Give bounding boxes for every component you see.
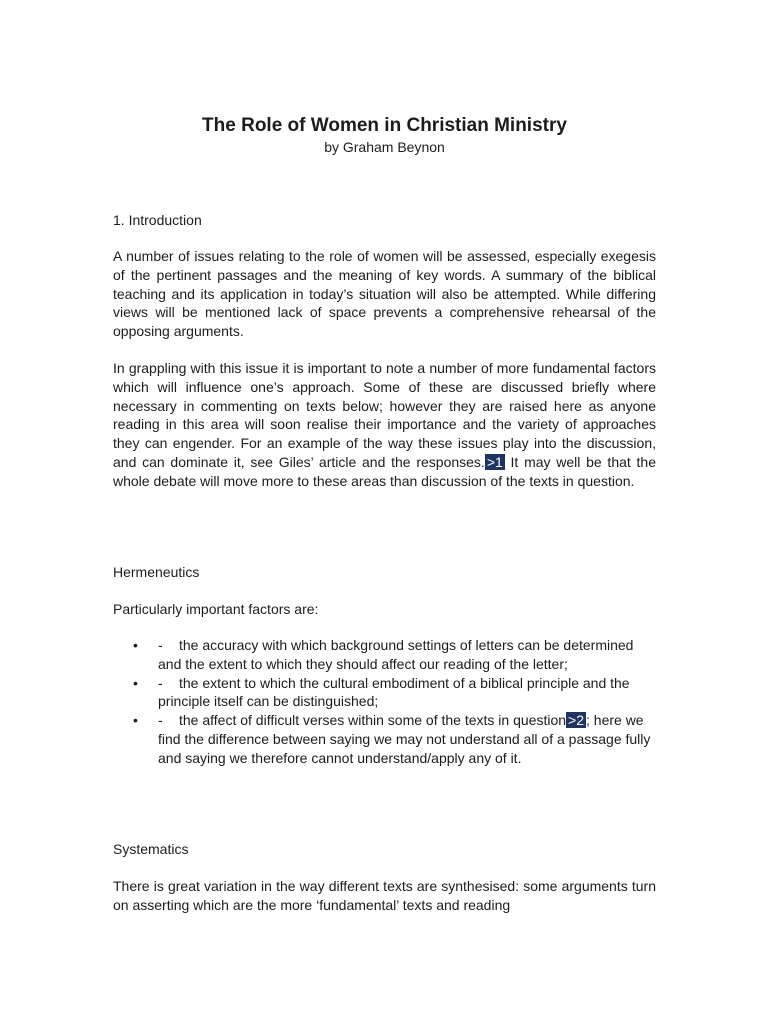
intro-paragraph-1: A number of issues relating to the role of women will be assessed, especially exegesis of the pertinent passages and the meaning of key words. A summary of the biblical teaching and its application in today’s situation will also be attempted. While differing views will be mentioned lack of space prevents a comprehensive rehearsal of the opposing arguments. [113, 248, 656, 340]
hermeneutics-lead: Particularly important factors are: [113, 601, 319, 617]
dash-marker: - [158, 712, 163, 729]
intro-paragraph-2 [113, 359, 656, 491]
document-page [113, 0, 656, 1024]
intro-paragraph-2-text-end: It may well be that the whole debate will move more to these areas than discussion of the texts in question. [113, 453, 656, 489]
section-heading-introduction: 1. Introduction [113, 212, 202, 228]
list-item [113, 711, 656, 767]
footnote-marker-2[interactable]: >2 [568, 712, 584, 729]
list-item [113, 636, 656, 674]
section-heading-systematics: Systematics [113, 841, 189, 857]
document-author: by Graham Beynon [324, 139, 445, 155]
bullet-icon: • [133, 674, 138, 691]
list-item-text: the extent to which the cultural embodiment of a biblical principle and the principle itself can be distinguished; [158, 674, 630, 710]
list-item-text-end: ; here we find the difference between saying we may not understand all of a passage fully and saying we therefore cannot understand/apply any of it. [158, 712, 651, 766]
systematics-paragraph-1: There is great variation in the way different texts are synthesised: some arguments turn on asserting which are the more ‘fundamental’ texts and reading [113, 878, 656, 913]
hermeneutics-factor-list [113, 636, 656, 768]
dash-marker: - [158, 674, 163, 691]
bullet-icon: • [133, 637, 138, 653]
section-heading-hermeneutics: Hermeneutics [113, 564, 200, 580]
intro-paragraph-2-text: In grappling with this issue it is important to note a number of more fundamental factors which will influence one’s approach. Some of these are discussed briefly where necessary in commenting on texts below; however they are raised here as anyone reading in this area will soon realise their importance and the variety of approaches they can engender. For an example of the way these issues play into the discussion, and can dominate it, see Giles’ article and the responses. [113, 360, 656, 470]
list-item-text: the accuracy with which background settings of letters can be determined and the extent to which they should affect our reading of the letter; [158, 637, 634, 672]
footnote-marker-1[interactable]: >1 [486, 453, 503, 470]
list-item-text: the affect of difficult verses within some of the texts in question [179, 712, 567, 729]
dash-marker: - [158, 637, 163, 653]
bullet-icon: • [133, 712, 138, 729]
list-item [113, 674, 656, 712]
document-title: The Role of Women in Christian Ministry [202, 115, 567, 136]
